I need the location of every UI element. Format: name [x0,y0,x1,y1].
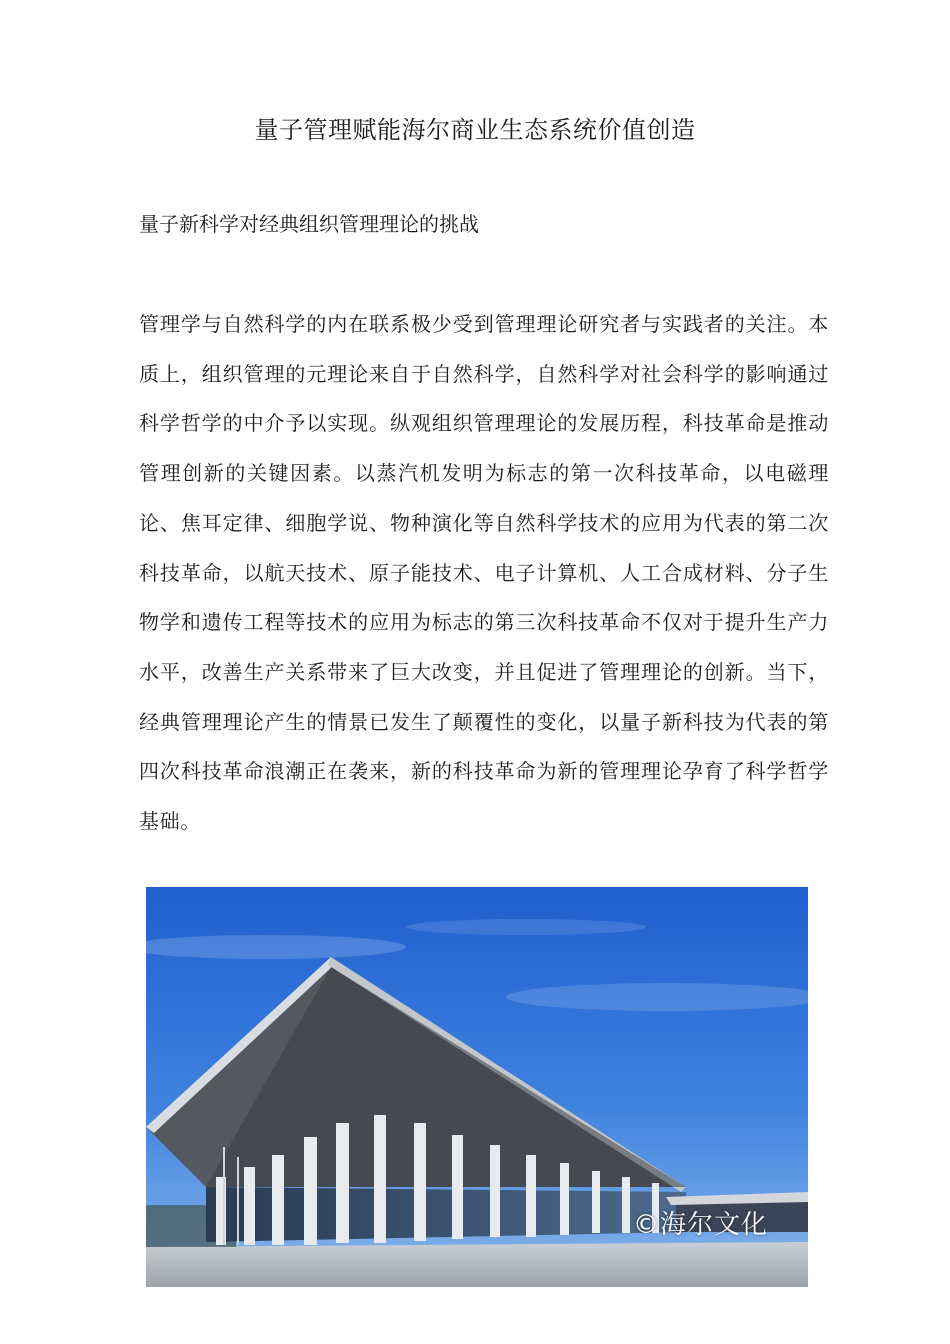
body-paragraph: 管理学与自然科学的内在联系极少受到管理理论研究者与实践者的关注。本质上，组织管理的元理论来自于自然科学，自然科学对社会科学的影响通过科学哲学的中介予以实现。纵观组织管理理论的发展历程，科技革命是推动管理创新的关键因素。以蒸汽机发明为标志的第一次科技革命，以电磁理论、焦耳定律、细胞学说、物种演化等自然科学技术的应用为代表的第二次科技革命，以航天技术、原子能技术、电子计算机、人工合成材料、分子生物学和遗传工程等技术的应用为标志的第三次科技革命不仅对于提升生产力水平，改善生产关系带来了巨大改变，并且促进了管理理论的创新。当下，经典管理理论产生的情景已发生了颠覆性的变化，以量子新科技为代表的第四次科技革命浪潮正在袭来，新的科技革命为新的管理理论孕育了科学哲学基础。 [139,312,829,834]
photo-watermark: ©海尔文化 [632,1210,768,1240]
building-photo [146,887,808,1287]
section-heading: 量子新科学对经典组织管理理论的挑战 [139,212,479,236]
document-title: 量子管理赋能海尔商业生态系统价值创造 [254,116,696,144]
